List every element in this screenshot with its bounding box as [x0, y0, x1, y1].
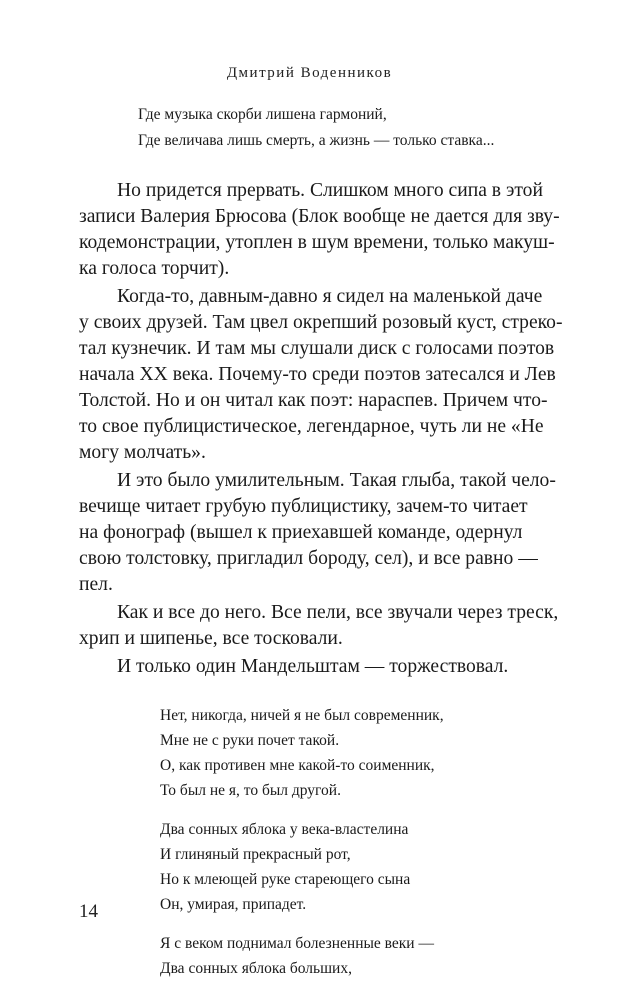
poem-line: Два сонных яблока больших, — [160, 960, 352, 977]
prose-line: начала XX века. Почему-то среди поэтов затесался и Лев — [79, 364, 556, 385]
prose-line: свою толстовку, пригладил бороду, сел), и все равно — — [79, 548, 538, 569]
prose-line: И это было умилительным. Такая глыба, такой чело- — [117, 470, 556, 491]
prose-line: Но придется прервать. Слишком много сипа в этой — [117, 180, 543, 201]
prose-line: то свое публицистическое, легендарное, чуть ли не «Не — [79, 416, 544, 437]
poem-line: Он, умирая, припадет. — [160, 896, 307, 913]
prose-line: у своих друзей. Там цвел окрепший розовый куст, стреко- — [79, 312, 563, 333]
epigraph-line: Где величава лишь смерть, а жизнь — только ставка... — [138, 132, 495, 149]
poem-line: Мне не с руки почет такой. — [160, 732, 340, 749]
prose-line: могу молчать». — [79, 442, 206, 463]
prose-line: Как и все до него. Все пели, все звучали через треск, — [117, 602, 559, 623]
prose-line: кодемонстрации, утоплен в шум времени, только макуш- — [79, 232, 555, 253]
prose-line: тал кузнечик. И там мы слушали диск с голосами поэтов — [79, 338, 555, 359]
poem-line: Два сонных яблока у века-властелина — [160, 821, 409, 838]
prose-line: Толстой. Но и он читал как поэт: нараспев. Причем что- — [79, 390, 548, 411]
prose-line: на фонограф (вышел к приехавшей команде, одернул — [79, 522, 523, 543]
poem-line: Нет, никогда, ничей я не был современник, — [160, 707, 444, 724]
running-head: Дмитрий Воденников — [226, 65, 393, 81]
prose-line: Когда-то, давным-давно я сидел на маленькой даче — [117, 286, 543, 307]
poem-line: То был не я, то был другой. — [160, 782, 341, 799]
prose-line: И только один Мандельштам — торжествовал. — [117, 656, 509, 677]
prose-line: ка голоса торчит). — [79, 258, 230, 279]
page-number: 14 — [79, 901, 98, 922]
prose-line: вечище читает грубую публицистику, зачем-то читает — [79, 496, 528, 517]
poem-line: Я с веком поднимал болезненные веки — — [160, 935, 434, 952]
prose-line: пел. — [79, 574, 113, 595]
epigraph-line: Где музыка скорби лишена гармоний, — [138, 106, 387, 123]
prose-line: хрип и шипенье, все тосковали. — [79, 628, 343, 649]
prose-line: записи Валерия Брюсова (Блок вообще не дается для зву- — [79, 206, 560, 227]
poem-line: О, как противен мне какой-то соименник, — [160, 757, 435, 774]
poem-line: Но к млеющей руке стареющего сына — [160, 871, 411, 888]
poem-line: И глиняный прекрасный рот, — [160, 846, 351, 863]
